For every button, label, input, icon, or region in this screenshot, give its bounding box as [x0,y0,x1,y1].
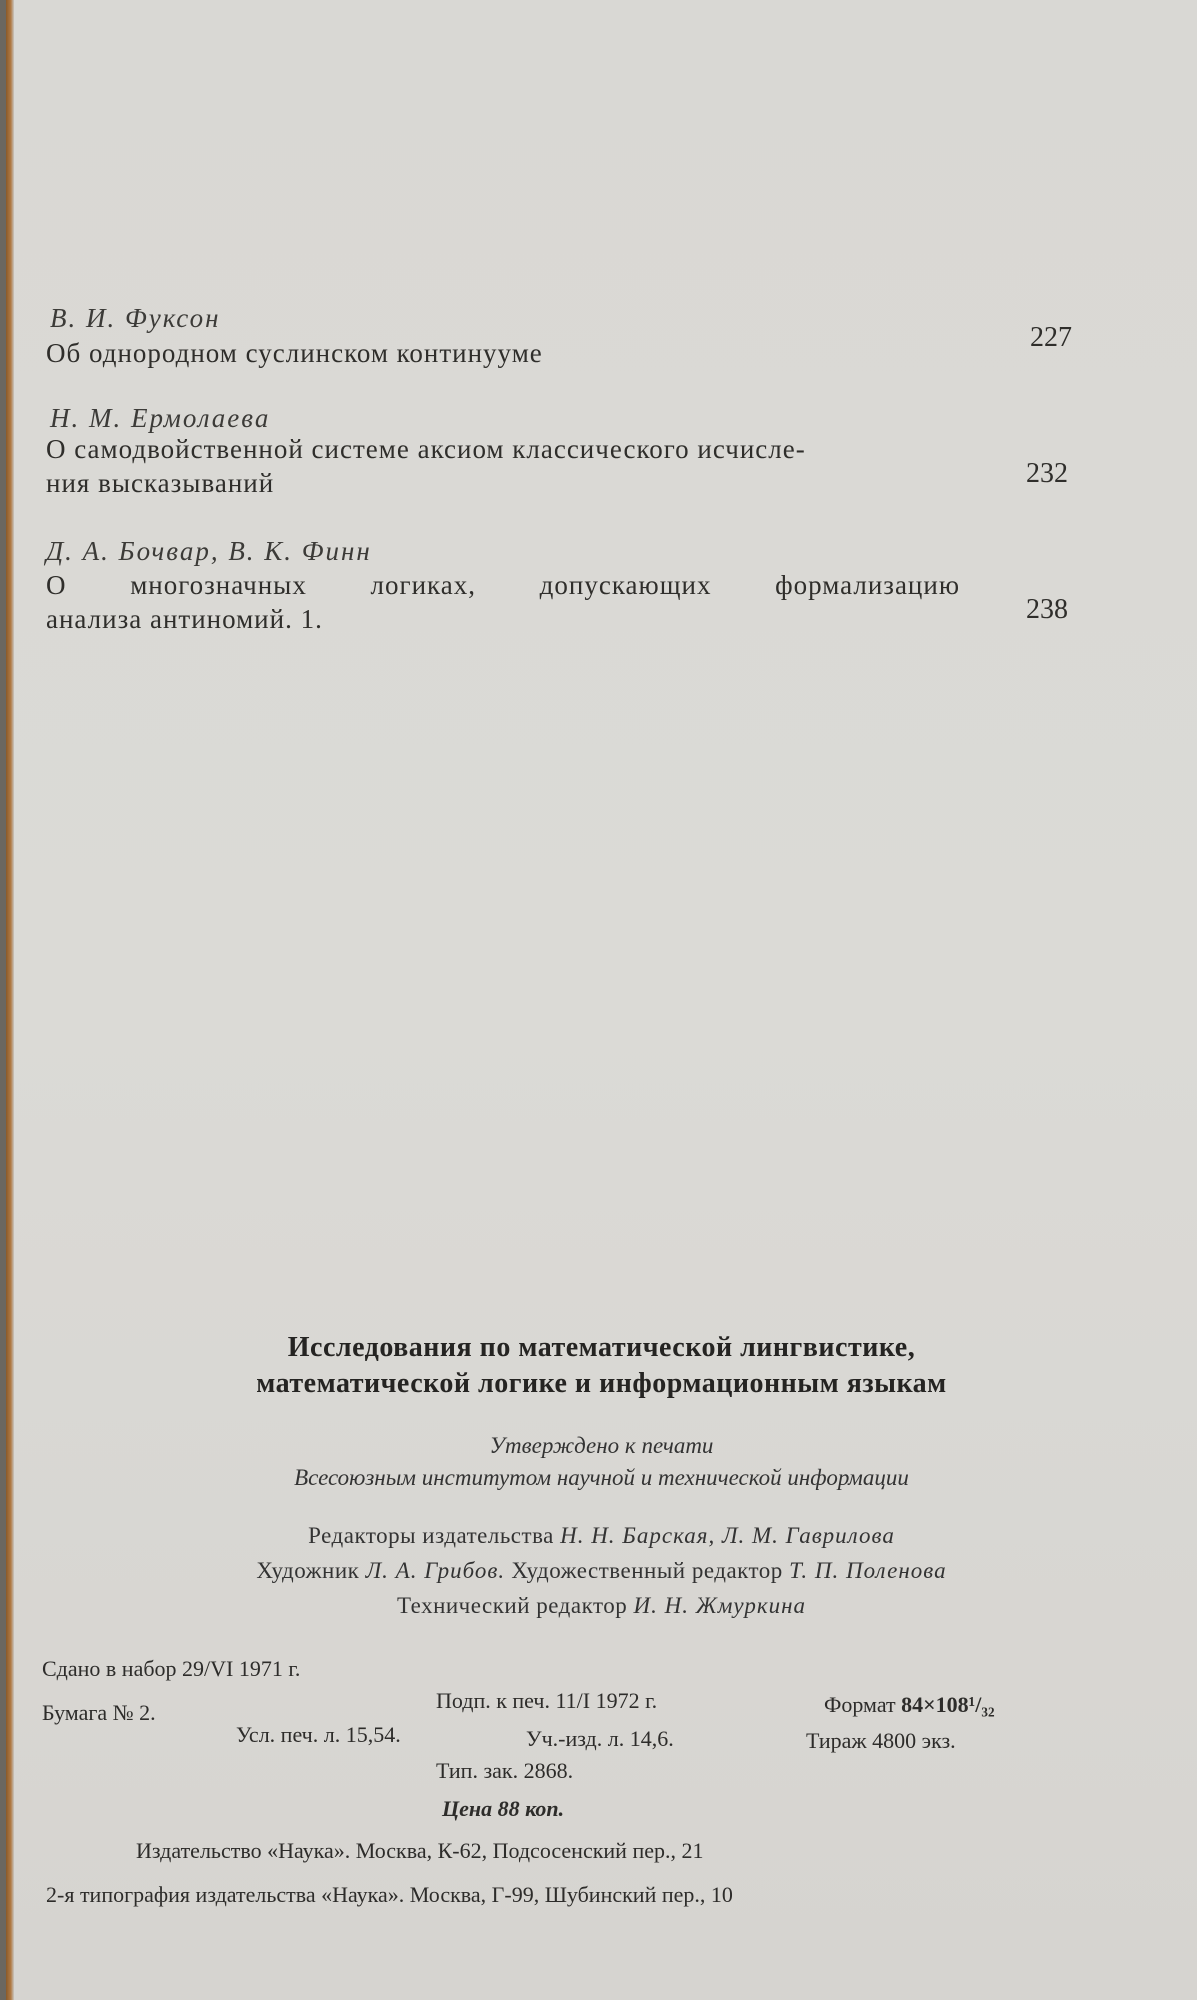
run-label: Тираж [806,1728,867,1753]
book-title-line: Исследования по математической лингвистике, [287,1332,916,1363]
toc-title-line: Об однородном суслинском континууме [46,338,543,368]
order-number: Тип. зак. 2868. [436,1758,574,1783]
art-editor-name: Т. П. Поленова [789,1558,947,1583]
toc-title-ermolaeva [46,432,806,500]
tech-editor-name: И. Н. Жмуркина [633,1593,807,1618]
toc-title-line: О самодвойственной системе аксиом классического исчисле- [46,434,806,464]
toc-title-bochvar-finn [46,568,960,636]
paper-info: Бумага № 2. [42,1700,156,1725]
toc-title-line: ния высказываний [46,468,275,498]
page-spine-edge [6,0,14,2000]
tech-editor-label: Технический редактор [396,1593,628,1618]
toc-author-fukson: В. И. Фуксон [50,303,221,333]
toc-title-line: О многозначных логиках, допускающих формализацию [46,570,960,600]
publisher-address: Издательство «Наука». Москва, К-62, Подсосенский пер., 21 [136,1838,704,1863]
format-info [824,1692,995,1718]
approval-line: Всесоюзным институтом научной и технической информации [294,1465,909,1490]
art-editor-label: Художественный редактор [511,1558,783,1583]
approval-line: Утверждено к печати [489,1433,714,1458]
toc-page-number: 232 [1026,458,1068,489]
artist-name: Л. А. Грибов. [365,1558,506,1583]
book-page [6,0,1197,2000]
price: Цена 88 коп. [442,1796,565,1821]
signed-date: Подп. к печ. 11/I 1972 г. [436,1688,658,1713]
pub-sheets: Уч.-изд. л. 14,6. [526,1726,674,1751]
toc-page-number: 227 [1030,322,1072,353]
print-run [806,1728,956,1754]
format-value: 84×108¹/₃₂ [901,1692,995,1717]
format-label: Формат [824,1692,896,1717]
run-value: 4800 экз. [872,1728,956,1753]
book-title-line: математической логике и информационным языкам [256,1368,947,1399]
print-sheets: Усл. печ. л. 15,54. [236,1722,401,1747]
printer-address: 2-я типография издательства «Наука». Москва, Г-99, Шубинский пер., 10 [46,1882,733,1907]
credits-block [6,1518,1197,1623]
submitted-date: Сдано в набор 29/VI 1971 г. [42,1656,301,1681]
toc-author-ermolaeva: Н. М. Ермолаева [50,403,271,433]
editors-names: Н. Н. Барская, Л. М. Гаврилова [560,1523,895,1548]
approval-note [6,1430,1197,1494]
editors-line [6,1518,1197,1553]
tech-editor-line [6,1588,1197,1623]
toc-page-number: 238 [1026,594,1068,625]
book-title [6,1330,1197,1402]
artist-line [6,1553,1197,1588]
editors-label: Редакторы издательства [308,1523,554,1548]
artist-label: Художник [256,1558,360,1583]
toc-author-bochvar-finn: Д. А. Бочвар, В. К. Финн [46,536,372,566]
toc-title-line: анализа антиномий. 1. [46,604,323,634]
toc-title-fukson [46,336,543,370]
